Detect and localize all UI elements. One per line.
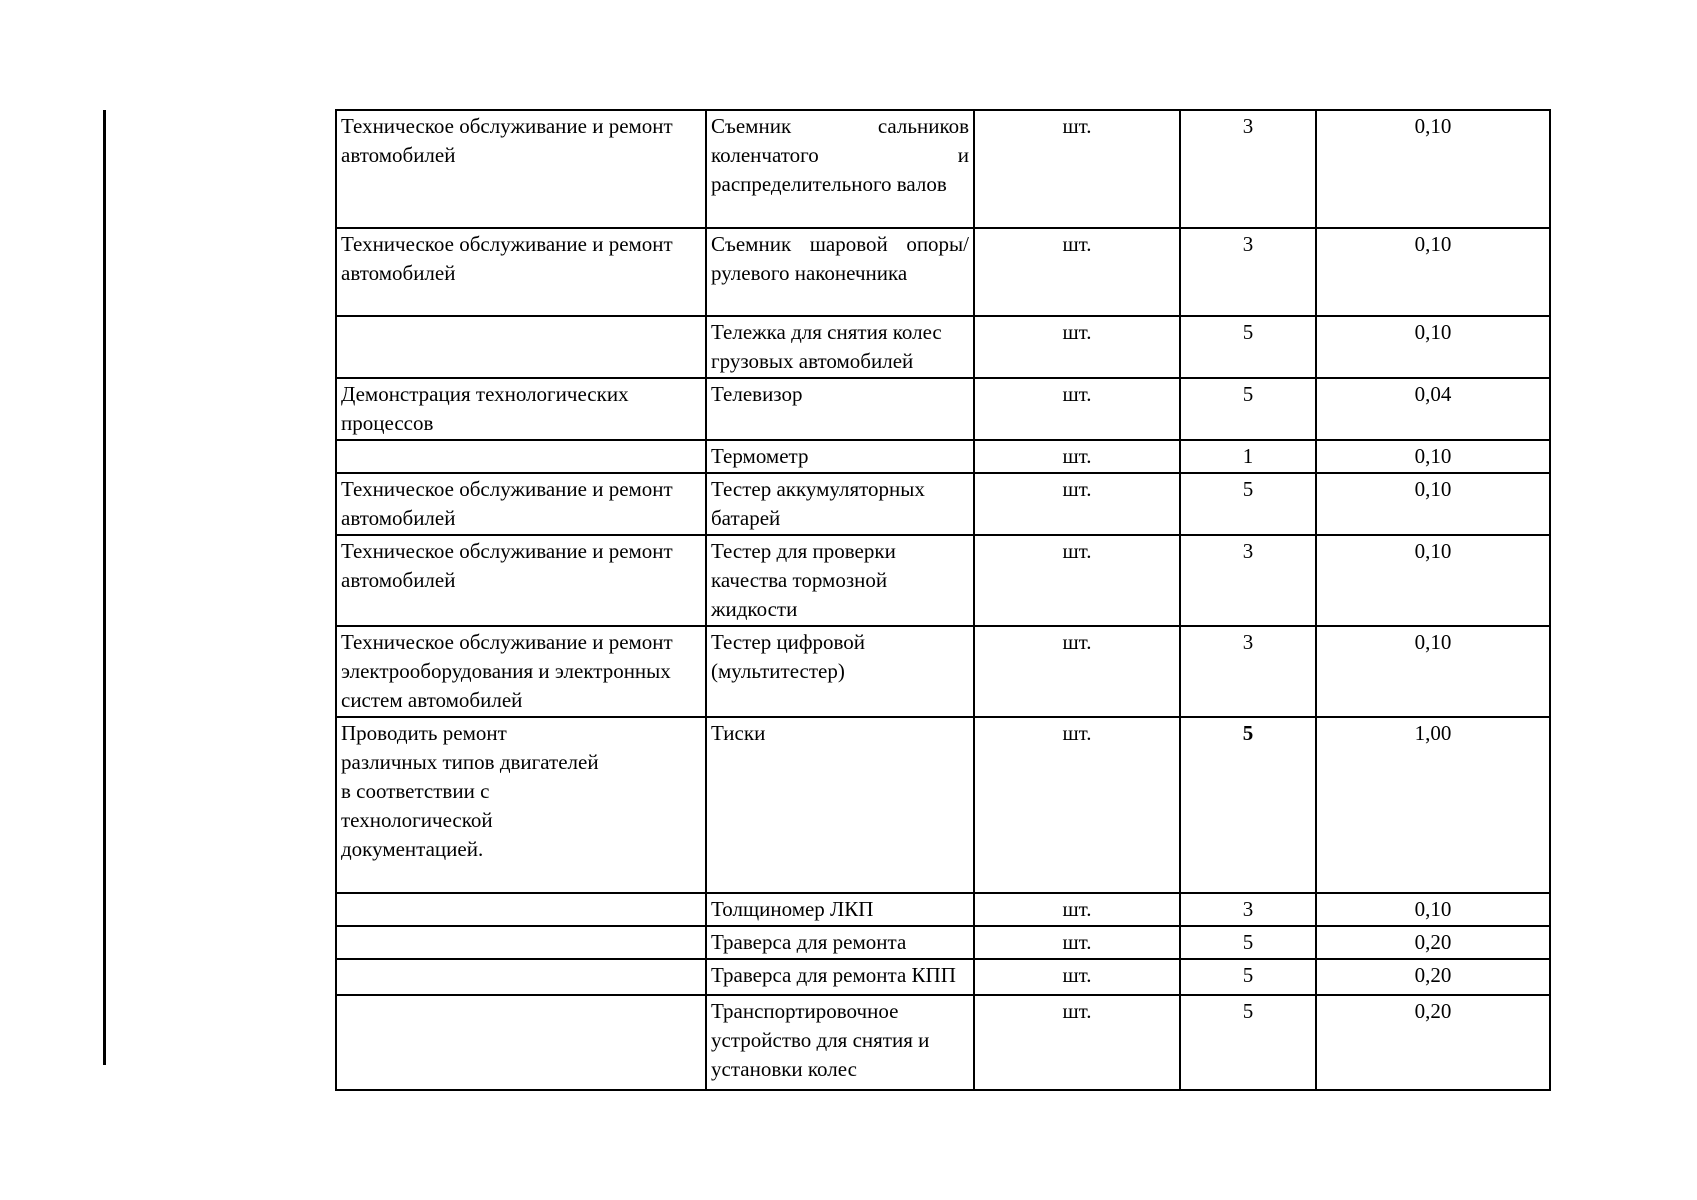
quantity-cell: 3 bbox=[1180, 535, 1316, 626]
coefficient-cell: 0,20 bbox=[1316, 926, 1550, 959]
unit-cell: шт. bbox=[974, 378, 1180, 440]
purpose-cell bbox=[336, 959, 706, 995]
quantity-cell: 5 bbox=[1180, 473, 1316, 535]
purpose-cell: Техническое обслуживание и ремонт автомобилей bbox=[336, 535, 706, 626]
coefficient-cell: 1,00 bbox=[1316, 717, 1550, 893]
table-row bbox=[336, 995, 1550, 1090]
purpose-cell: Техническое обслуживание и ремонт электрооборудования и электронных систем автомобилей bbox=[336, 626, 706, 717]
coefficient-cell: 0,10 bbox=[1316, 473, 1550, 535]
quantity-cell: 5 bbox=[1180, 316, 1316, 378]
table-row bbox=[336, 535, 1550, 626]
item-name-cell: Толщиномер ЛКП bbox=[706, 893, 974, 926]
table-row bbox=[336, 626, 1550, 717]
purpose-cell: Техническое обслуживание и ремонт автомобилей bbox=[336, 110, 706, 228]
coefficient-cell: 0,10 bbox=[1316, 440, 1550, 473]
quantity-cell: 1 bbox=[1180, 440, 1316, 473]
quantity-cell: 5 bbox=[1180, 926, 1316, 959]
item-name-cell: Тестер для проверки качества тормозной жидкости bbox=[706, 535, 974, 626]
unit-cell: шт. bbox=[974, 110, 1180, 228]
table-row bbox=[336, 378, 1550, 440]
table-row bbox=[336, 473, 1550, 535]
unit-cell: шт. bbox=[974, 717, 1180, 893]
item-name-cell: Траверса для ремонта bbox=[706, 926, 974, 959]
unit-cell: шт. bbox=[974, 473, 1180, 535]
purpose-cell bbox=[336, 995, 706, 1090]
purpose-cell: Техническое обслуживание и ремонт автомобилей bbox=[336, 473, 706, 535]
unit-cell: шт. bbox=[974, 926, 1180, 959]
coefficient-cell: 0,20 bbox=[1316, 995, 1550, 1090]
item-name-cell: Телевизор bbox=[706, 378, 974, 440]
purpose-cell: Демонстрация технологических процессов bbox=[336, 378, 706, 440]
table-row bbox=[336, 228, 1550, 316]
item-name-cell: Тележка для снятия колес грузовых автомобилей bbox=[706, 316, 974, 378]
quantity-cell: 5 bbox=[1180, 378, 1316, 440]
coefficient-cell: 0,10 bbox=[1316, 228, 1550, 316]
item-name-cell: Тиски bbox=[706, 717, 974, 893]
purpose-cell bbox=[336, 440, 706, 473]
unit-cell: шт. bbox=[974, 316, 1180, 378]
item-name-cell: Тестер цифровой (мультитестер) bbox=[706, 626, 974, 717]
item-name-cell: Термометр bbox=[706, 440, 974, 473]
item-name-cell: Съемник сальников коленчатого и распределительного валов bbox=[706, 110, 974, 228]
table-row bbox=[336, 717, 1550, 893]
quantity-cell: 5 bbox=[1180, 717, 1316, 893]
table-row bbox=[336, 926, 1550, 959]
item-name-cell: Траверса для ремонта КПП bbox=[706, 959, 974, 995]
purpose-cell bbox=[336, 926, 706, 959]
purpose-cell: Техническое обслуживание и ремонт автомобилей bbox=[336, 228, 706, 316]
unit-cell: шт. bbox=[974, 535, 1180, 626]
purpose-cell bbox=[336, 893, 706, 926]
item-name-cell: Съемник шаровой опоры/рулевого наконечника bbox=[706, 228, 974, 316]
unit-cell: шт. bbox=[974, 626, 1180, 717]
coefficient-cell: 0,04 bbox=[1316, 378, 1550, 440]
unit-cell: шт. bbox=[974, 995, 1180, 1090]
table-row bbox=[336, 893, 1550, 926]
item-name-cell: Тестер аккумуляторных батарей bbox=[706, 473, 974, 535]
coefficient-cell: 0,10 bbox=[1316, 893, 1550, 926]
purpose-cell: Проводить ремонт различных типов двигателей в соответствии с технологической документацией. bbox=[336, 717, 706, 893]
quantity-cell: 3 bbox=[1180, 110, 1316, 228]
equipment-table bbox=[335, 109, 1551, 1091]
unit-cell: шт. bbox=[974, 959, 1180, 995]
table-row bbox=[336, 316, 1550, 378]
coefficient-cell: 0,20 bbox=[1316, 959, 1550, 995]
unit-cell: шт. bbox=[974, 228, 1180, 316]
quantity-cell: 5 bbox=[1180, 959, 1316, 995]
table-row bbox=[336, 110, 1550, 228]
table-row bbox=[336, 440, 1550, 473]
quantity-cell: 3 bbox=[1180, 893, 1316, 926]
unit-cell: шт. bbox=[974, 893, 1180, 926]
item-name-cell: Транспортировочное устройство для снятия и установки колес bbox=[706, 995, 974, 1090]
purpose-cell bbox=[336, 316, 706, 378]
unit-cell: шт. bbox=[974, 440, 1180, 473]
coefficient-cell: 0,10 bbox=[1316, 535, 1550, 626]
table-row bbox=[336, 959, 1550, 995]
quantity-cell: 5 bbox=[1180, 995, 1316, 1090]
quantity-cell: 3 bbox=[1180, 228, 1316, 316]
quantity-cell: 3 bbox=[1180, 626, 1316, 717]
left-margin-line bbox=[103, 110, 106, 1065]
coefficient-cell: 0,10 bbox=[1316, 626, 1550, 717]
coefficient-cell: 0,10 bbox=[1316, 316, 1550, 378]
coefficient-cell: 0,10 bbox=[1316, 110, 1550, 228]
